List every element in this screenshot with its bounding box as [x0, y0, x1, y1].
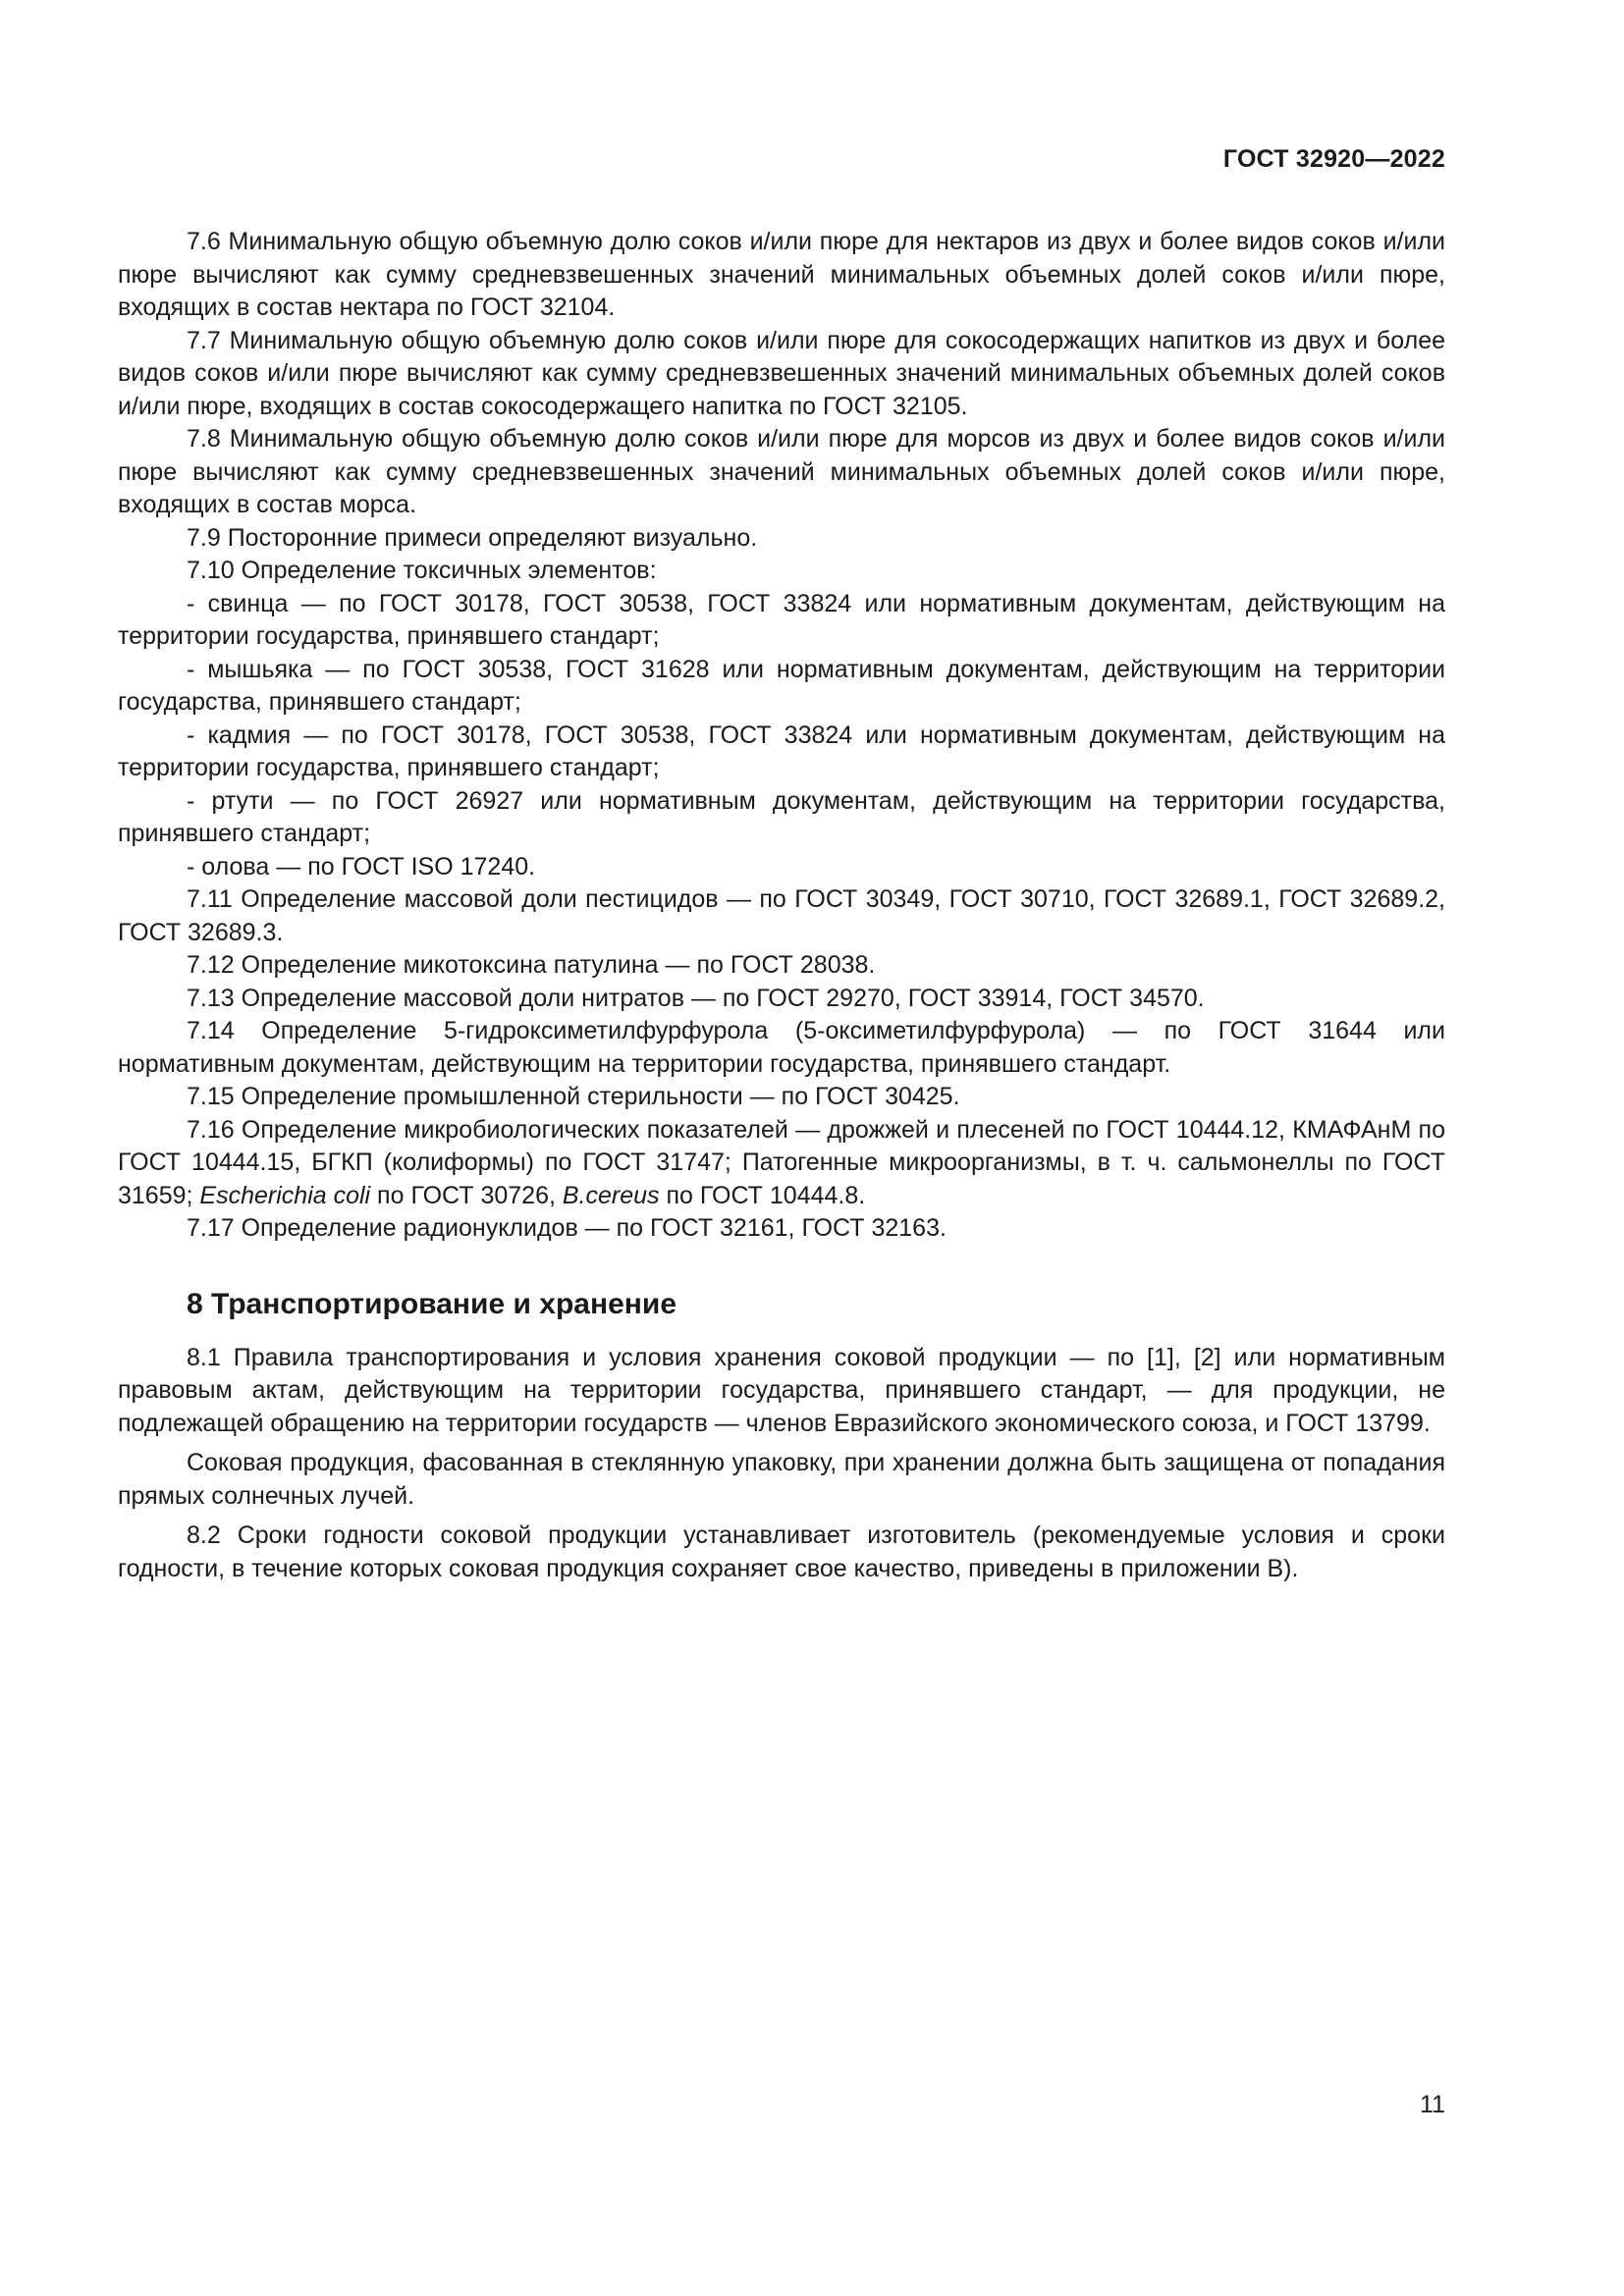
- paragraph-7-13: 7.13 Определение массовой доли нитратов — по ГОСТ 29270, ГОСТ 33914, ГОСТ 34570.: [187, 984, 1205, 1012]
- page-number: 11: [1420, 2091, 1445, 2118]
- paragraph-7-12: 7.12 Определение микотоксина патулина — по ГОСТ 28038.: [187, 951, 876, 979]
- list-item-mercury: - ртути — по ГОСТ 26927 или нормативным документам, действующим на территории государства, принявшего стандарт;: [118, 786, 1445, 847]
- paragraph-8-1-glass-packaging: Соковая продукция, фасованная в стеклянную упаковку, при хранении должна быть защищена от попадания прямых солнечных лучей.: [118, 1449, 1445, 1510]
- paragraph-7-16: [118, 1114, 1445, 1213]
- paragraph-7-16-part-c: по ГОСТ 10444.8.: [659, 1181, 866, 1209]
- bacillus-cereus-term: B.cereus: [562, 1181, 660, 1209]
- paragraph-8-2: 8.2 Сроки годности соковой продукции устанавливает изготовитель (рекомендуемые условия и сроки годности, в течение которых соковая продукция сохраняет свое качество, приведены в приложении В).: [118, 1522, 1445, 1582]
- paragraph-7-15: 7.15 Определение промышленной стерильности — по ГОСТ 30425.: [187, 1083, 960, 1110]
- paragraph-7-9: 7.9 Посторонние примеси определяют визуально.: [187, 523, 758, 552]
- paragraph-7-10: 7.10 Определение токсичных элементов:: [187, 557, 657, 584]
- paragraph-7-16-part-a: 7.16 Определение микробиологических показателей — дрожжей и плесеней по ГОСТ 10444.12, КМАФАнМ по ГОСТ 10444.15, БГКП (колиформы) по ГОСТ 31747; Патогенные микроорганизмы, в т. ч. сальмонеллы по ГОСТ 31659;: [118, 1115, 1445, 1209]
- paragraph-8-1: 8.1 Правила транспортирования и условия хранения соковой продукции — по [1], [2] или нормативным правовым актам, действующим на территории государства, принявшего стандарт, — для продукции, не подлежащей обращению на территории государств — членов Евразийского экономического союза, и ГОСТ 13799.: [118, 1343, 1445, 1437]
- escherichia-coli-term: Escherichia coli: [199, 1181, 371, 1209]
- paragraph-7-11: 7.11 Определение массовой доли пестицидов — по ГОСТ 30349, ГОСТ 30710, ГОСТ 32689.1, ГОСТ 32689.2, ГОСТ 32689.3.: [118, 885, 1445, 946]
- paragraph-7-16-part-b: по ГОСТ 30726,: [370, 1181, 563, 1209]
- paragraph-7-7: 7.7 Минимальную общую объемную долю соков и/или пюре для сокосодержащих напитков из двух и более видов соков и/или пюре вычисляют как сумму средневзвешенных значений минимальных объемных долей соков и/или пюре, входящих в состав сокосодержащего напитка по ГОСТ 32105.: [118, 326, 1445, 420]
- document-body: [118, 226, 1445, 1585]
- section-8-title: 8 Транспортирование и хранение: [187, 1287, 677, 1320]
- list-item-lead: - свинца — по ГОСТ 30178, ГОСТ 30538, ГОСТ 33824 или нормативным документам, действующим на территории государства, принявшего стандарт;: [118, 589, 1445, 650]
- paragraph-7-8: 7.8 Минимальную общую объемную долю соков и/или пюре для морсов из двух и более видов соков и/или пюре вычисляют как сумму средневзвешенных значений минимальных объемных долей соков и/или пюре, входящих в состав морса.: [118, 425, 1445, 518]
- paragraph-7-14: 7.14 Определение 5-гидроксиметилфурфурола (5-оксиметилфурфурола) — по ГОСТ 31644 или нормативным документам, действующим на территории государства, принявшего стандарт.: [118, 1017, 1445, 1078]
- paragraph-7-17: 7.17 Определение радионуклидов — по ГОСТ 32161, ГОСТ 32163.: [187, 1214, 947, 1242]
- document-id-header: ГОСТ 32920—2022: [1222, 145, 1445, 173]
- list-item-tin: - олова — по ГОСТ ISO 17240.: [187, 852, 536, 881]
- paragraph-7-6: 7.6 Минимальную общую объемную долю соков и/или пюре для нектаров из двух и более видов соков и/или пюре вычисляют как сумму средневзвешенных значений минимальных объемных долей соков и/или пюре, входящих в состав нектара по ГОСТ 32104.: [118, 228, 1445, 321]
- list-item-arsenic: - мышьяка — по ГОСТ 30538, ГОСТ 31628 или нормативным документам, действующим на территории государства, принявшего стандарт;: [118, 655, 1445, 716]
- list-item-cadmium: - кадмия — по ГОСТ 30178, ГОСТ 30538, ГОСТ 33824 или нормативным документам, действующим на территории государства, принявшего стандарт;: [118, 721, 1445, 781]
